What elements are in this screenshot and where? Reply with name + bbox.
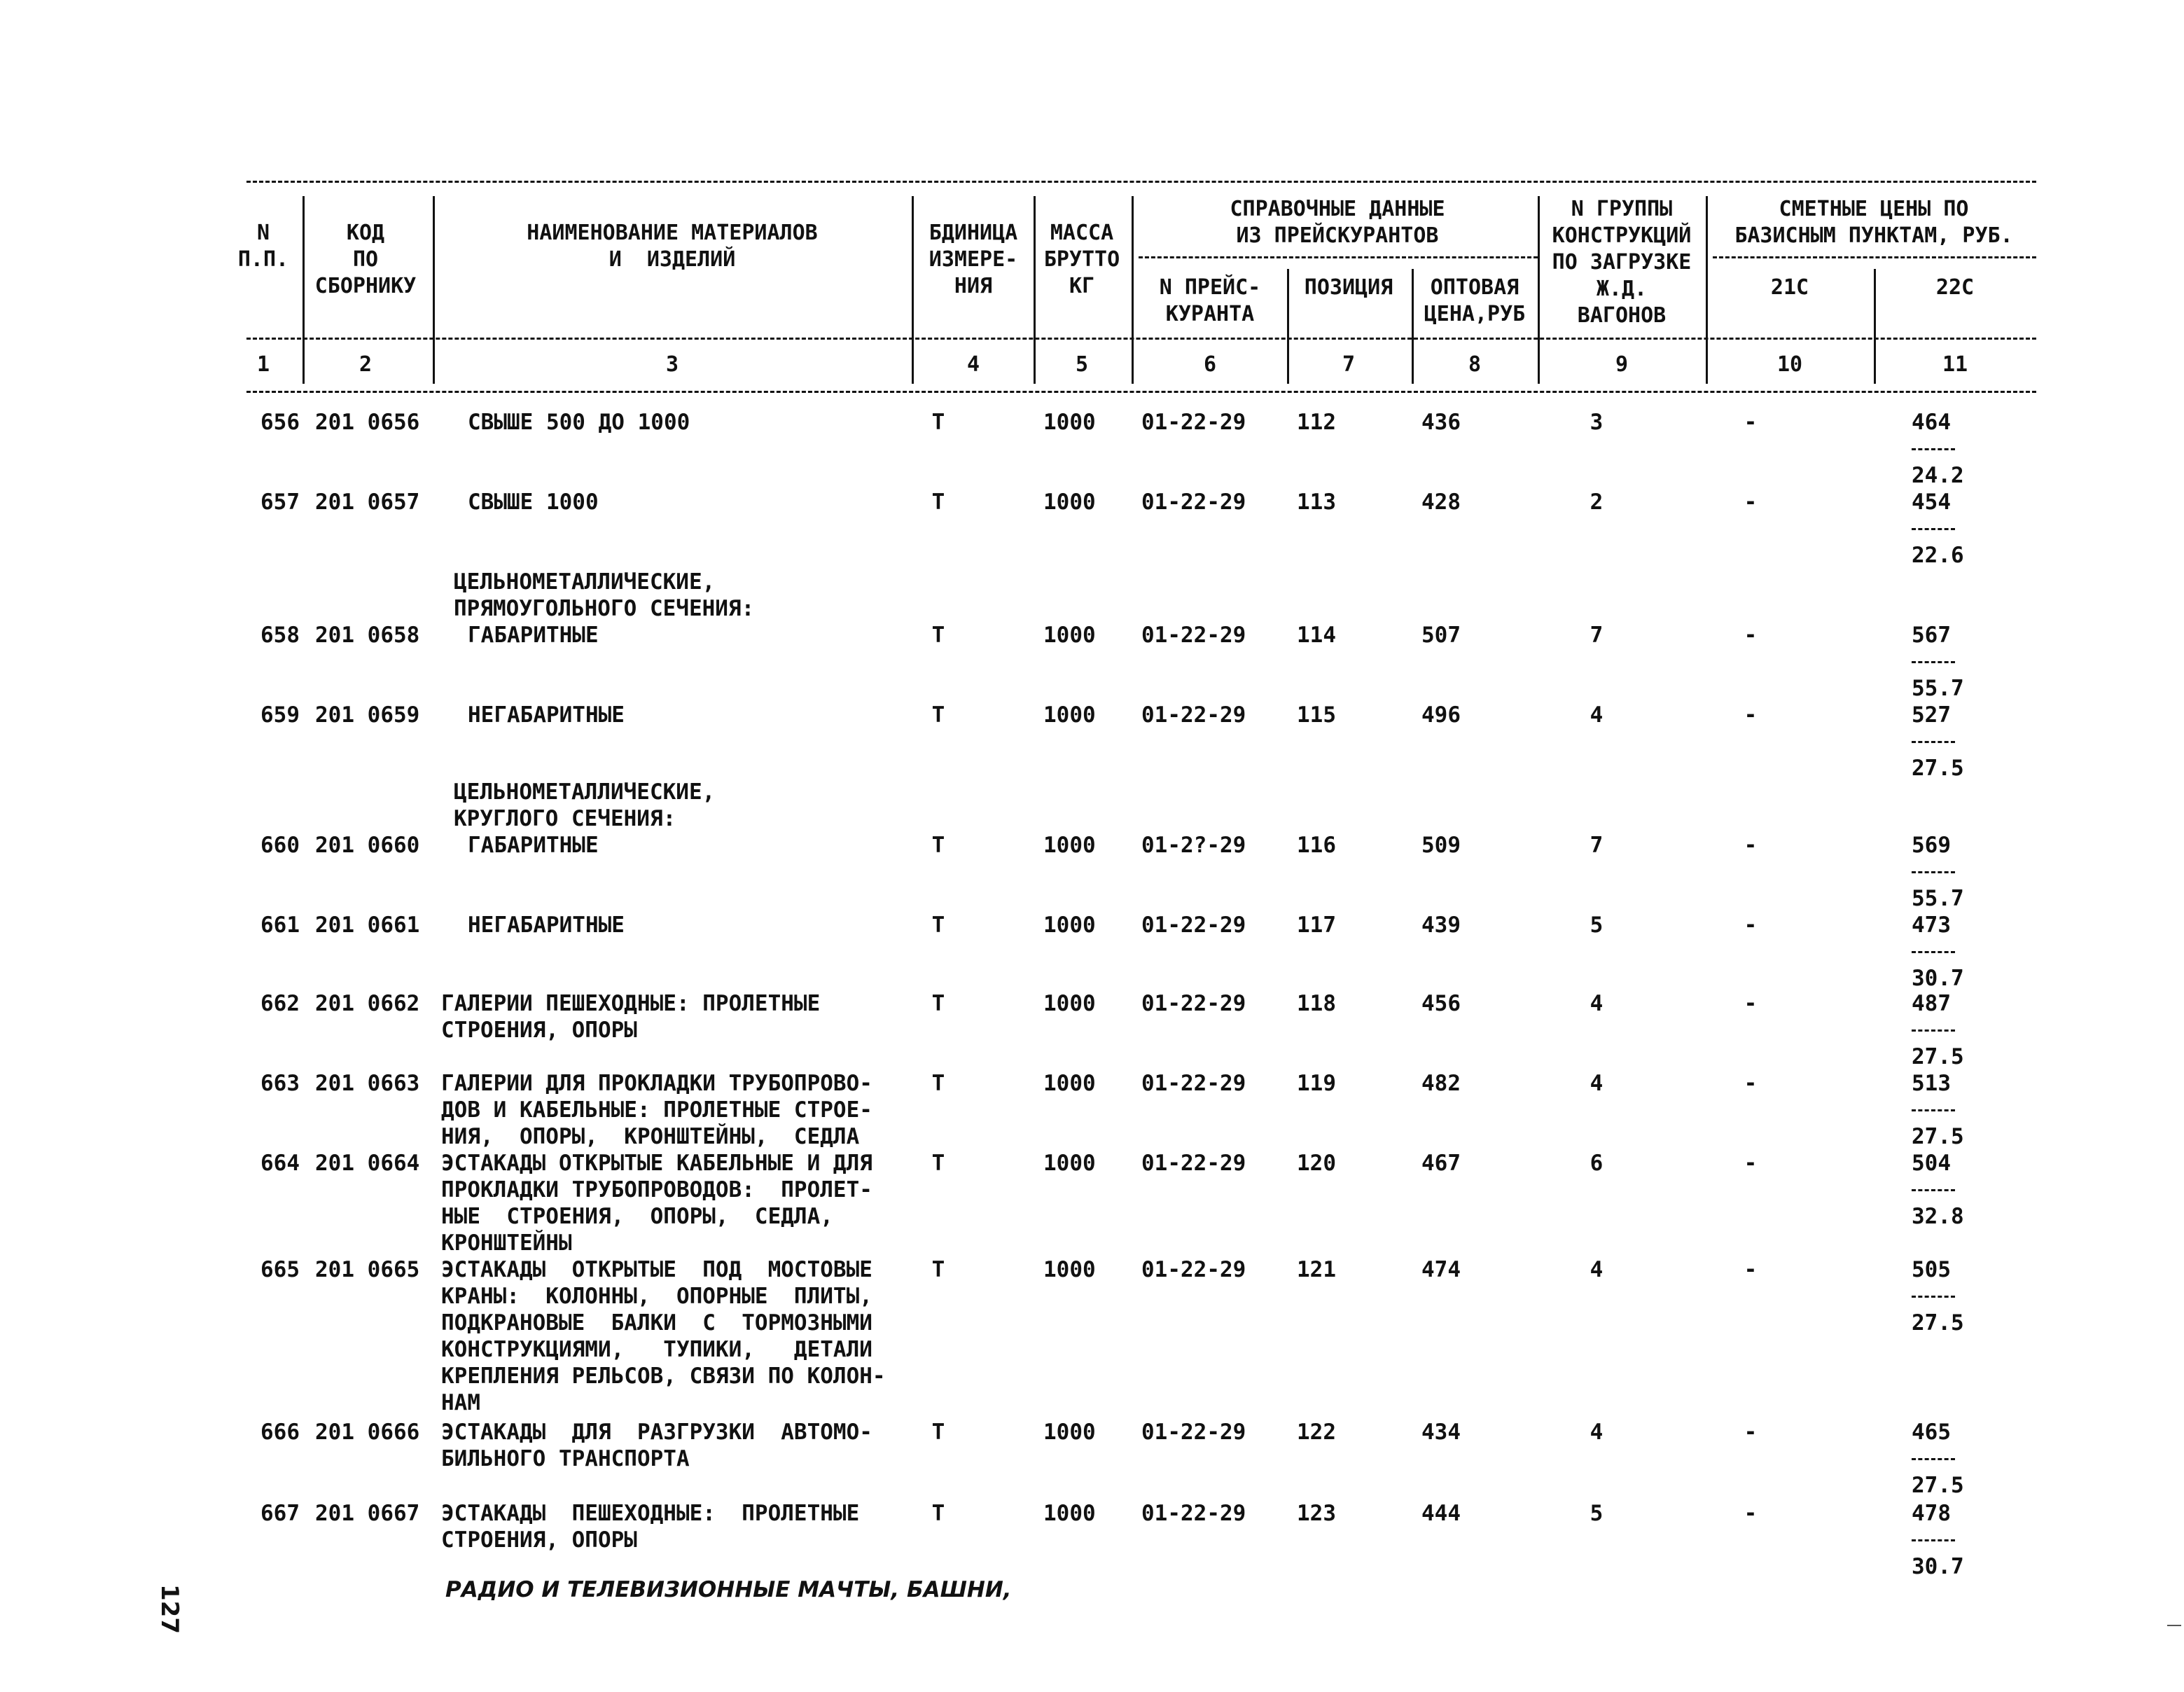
header-c2-line: ПО — [352, 247, 379, 272]
row-price: 496 — [1421, 702, 1461, 728]
row-name: НЫЕ СТРОЕНИЯ, ОПОРЫ, СЕДЛА, — [441, 1204, 833, 1229]
row-mass: 1000 — [1043, 410, 1096, 435]
row-mass: 1000 — [1043, 991, 1096, 1016]
row-mass: 1000 — [1043, 1257, 1096, 1282]
header-c1011-line: СМЕТНЫЕ ЦЕНЫ ПО — [1779, 197, 1969, 221]
fraction-line — [1912, 1296, 1955, 1298]
row-name: ПОДКРАНОВЫЕ БАЛКИ С ТОРМОЗНЫМИ — [441, 1310, 872, 1336]
row-price-22c: 569 — [1912, 833, 1951, 858]
row-price-22c: 487 — [1912, 991, 1951, 1016]
row-mass: 1000 — [1043, 623, 1096, 648]
header-c2-line: КОД — [346, 221, 385, 245]
row-group: 7 — [1590, 833, 1604, 858]
row-price-22c-secondary: 22.6 — [1912, 543, 1964, 568]
header-c5-line: БРУТТО — [1043, 247, 1120, 272]
row-name: НЕГАБАРИТНЫЕ — [468, 913, 625, 938]
row-price-22c: 473 — [1912, 913, 1951, 938]
header-c4-line: НИЯ — [954, 274, 993, 298]
row-price: 467 — [1421, 1151, 1461, 1176]
column-number: 6 — [1203, 352, 1217, 377]
row-unit: Т — [931, 1071, 945, 1096]
row-mass: 1000 — [1043, 833, 1096, 858]
row-price-22c: 465 — [1912, 1420, 1951, 1445]
fraction-line — [1912, 1189, 1955, 1191]
fraction-line — [1912, 1539, 1955, 1541]
row-name: ЭСТАКАДЫ ОТКРЫТЫЕ КАБЕЛЬНЫЕ И ДЛЯ — [441, 1151, 872, 1176]
header-c9-line: ПО ЗАГРУЗКЕ — [1552, 250, 1692, 275]
row-name: СВЫШЕ 500 ДО 1000 — [468, 410, 690, 435]
header-c1011-line: БАЗИСНЫМ ПУНКТАМ, РУБ. — [1734, 223, 2013, 248]
row-pricelist: 01-2?-29 — [1141, 833, 1246, 858]
header-c9-line: Ж.Д. — [1596, 277, 1648, 301]
row-number: 657 — [260, 490, 300, 515]
row-price: 509 — [1421, 833, 1461, 858]
header-c4-line: ИЗМЕРЕ- — [928, 247, 1018, 272]
row-position: 114 — [1297, 623, 1336, 648]
row-name: СТРОЕНИЯ, ОПОРЫ — [441, 1527, 637, 1553]
row-number: 662 — [260, 991, 300, 1016]
header-c9-line: N ГРУППЫ — [1571, 197, 1673, 221]
row-price-22c-secondary: 30.7 — [1912, 1554, 1964, 1579]
row-position: 120 — [1297, 1151, 1336, 1176]
row-pricelist: 01-22-29 — [1141, 623, 1246, 648]
row-name: ДОВ И КАБЕЛЬНЫЕ: ПРОЛЕТНЫЕ СТРОЕ- — [441, 1097, 872, 1123]
row-position: 116 — [1297, 833, 1336, 858]
row-price: 507 — [1421, 623, 1461, 648]
row-mass: 1000 — [1043, 702, 1096, 728]
header-bottom-rule — [246, 338, 2036, 340]
row-group: 4 — [1590, 1071, 1604, 1096]
row-position: 118 — [1297, 991, 1336, 1016]
row-name: БИЛЬНОГО ТРАНСПОРТА — [441, 1446, 690, 1471]
row-number: 659 — [260, 702, 300, 728]
row-name: СТРОЕНИЯ, ОПОРЫ — [441, 1018, 637, 1043]
row-position: 112 — [1297, 410, 1336, 435]
row-price-21c: - — [1744, 833, 1758, 858]
row-number: 663 — [260, 1071, 300, 1096]
row-unit: Т — [931, 623, 945, 648]
row-price-21c: - — [1744, 991, 1758, 1016]
fraction-line — [1912, 528, 1955, 530]
row-position: 115 — [1297, 702, 1336, 728]
row-unit: Т — [931, 702, 945, 728]
row-position: 121 — [1297, 1257, 1336, 1282]
row-price-22c: 527 — [1912, 702, 1951, 728]
fraction-line — [1912, 1109, 1955, 1111]
row-name: НИЯ, ОПОРЫ, КРОНШТЕЙНЫ, СЕДЛА — [441, 1124, 860, 1149]
header-c7-line: ПОЗИЦИЯ — [1304, 275, 1393, 300]
row-group: 6 — [1590, 1151, 1604, 1176]
row-group: 5 — [1590, 1501, 1604, 1526]
row-position: 117 — [1297, 913, 1336, 938]
row-price-21c: - — [1744, 702, 1758, 728]
column-number: 1 — [256, 352, 270, 377]
sub-header-rule — [1139, 256, 1538, 258]
row-price: 456 — [1421, 991, 1461, 1016]
row-price-22c: 505 — [1912, 1257, 1951, 1282]
row-position: 123 — [1297, 1501, 1336, 1526]
fraction-line — [1912, 448, 1955, 450]
row-price: 428 — [1421, 490, 1461, 515]
row-price-22c-secondary: 27.5 — [1912, 1044, 1964, 1069]
row-group: 5 — [1590, 913, 1604, 938]
row-position: 119 — [1297, 1071, 1336, 1096]
row-position: 122 — [1297, 1420, 1336, 1445]
row-code: 201 0665 — [315, 1257, 420, 1282]
header-c5-line: КГ — [1069, 274, 1095, 298]
row-mass: 1000 — [1043, 913, 1096, 938]
header-c8-line: ОПТОВАЯ — [1430, 275, 1519, 300]
row-group-heading: КРУГЛОГО СЕЧЕНИЯ: — [454, 806, 676, 831]
row-price: 444 — [1421, 1501, 1461, 1526]
row-name: КРЕПЛЕНИЯ РЕЛЬСОВ, СВЯЗИ ПО КОЛОН- — [441, 1364, 886, 1389]
edge-mark — [2167, 1625, 2181, 1626]
row-pricelist: 01-22-29 — [1141, 1071, 1246, 1096]
row-pricelist: 01-22-29 — [1141, 1151, 1246, 1176]
row-price: 436 — [1421, 410, 1461, 435]
row-code: 201 0662 — [315, 991, 420, 1016]
sub-header-rule — [1713, 256, 2036, 258]
row-pricelist: 01-22-29 — [1141, 913, 1246, 938]
header-c3-line: И ИЗДЕЛИЙ — [608, 247, 736, 272]
row-number: 667 — [260, 1501, 300, 1526]
row-price-22c: 504 — [1912, 1151, 1951, 1176]
numbers-bottom-rule — [246, 391, 2036, 393]
row-code: 201 0664 — [315, 1151, 420, 1176]
row-price: 439 — [1421, 913, 1461, 938]
header-c5-line: МАССА — [1050, 221, 1114, 245]
row-price-22c: 478 — [1912, 1501, 1951, 1526]
row-name: СВЫШЕ 1000 — [468, 490, 599, 515]
row-name: КРОНШТЕЙНЫ — [441, 1230, 572, 1256]
row-pricelist: 01-22-29 — [1141, 490, 1246, 515]
column-number: 9 — [1615, 352, 1629, 377]
row-name: ГАБАРИТНЫЕ — [468, 623, 599, 648]
header-c3-line: НАИМЕНОВАНИЕ МАТЕРИАЛОВ — [527, 221, 818, 245]
header-c9-line: КОНСТРУКЦИЙ — [1552, 223, 1692, 248]
row-name: ГАБАРИТНЫЕ — [468, 833, 599, 858]
row-mass: 1000 — [1043, 1071, 1096, 1096]
row-price-21c: - — [1744, 913, 1758, 938]
column-number: 3 — [665, 352, 679, 377]
row-name: НЕГАБАРИТНЫЕ — [468, 702, 625, 728]
header-c678-line: ИЗ ПРЕЙСКУРАНТОВ — [1236, 223, 1439, 248]
row-unit: Т — [931, 490, 945, 515]
row-name: ГАЛЕРИИ ДЛЯ ПРОКЛАДКИ ТРУБОПРОВО- — [441, 1071, 872, 1096]
row-group-heading: ПРЯМОУГОЛЬНОГО СЕЧЕНИЯ: — [454, 596, 755, 621]
column-number: 2 — [359, 352, 373, 377]
row-price-22c-secondary: 27.5 — [1912, 756, 1964, 781]
column-number: 10 — [1776, 352, 1803, 377]
header-c678-line: СПРАВОЧНЫЕ ДАННЫЕ — [1230, 197, 1445, 221]
row-price-22c: 567 — [1912, 623, 1951, 648]
header-c1-line: П.П. — [237, 247, 289, 272]
section-title: РАДИО И ТЕЛЕВИЗИОННЫЕ МАЧТЫ, БАШНИ, — [445, 1577, 1012, 1602]
row-group: 2 — [1590, 490, 1604, 515]
row-name: КОНСТРУКЦИЯМИ, ТУПИКИ, ДЕТАЛИ — [441, 1337, 872, 1362]
row-mass: 1000 — [1043, 1151, 1096, 1176]
fraction-line — [1912, 661, 1955, 663]
row-name: ЭСТАКАДЫ ОТКРЫТЫЕ ПОД МОСТОВЫЕ — [441, 1257, 872, 1282]
row-number: 666 — [260, 1420, 300, 1445]
header-c6-line: КУРАНТА — [1165, 302, 1255, 326]
row-mass: 1000 — [1043, 490, 1096, 515]
row-mass: 1000 — [1043, 1501, 1096, 1526]
header-c8-line: ЦЕНА,РУБ — [1424, 302, 1526, 326]
row-group: 7 — [1590, 623, 1604, 648]
row-number: 658 — [260, 623, 300, 648]
row-price: 434 — [1421, 1420, 1461, 1445]
row-code: 201 0667 — [315, 1501, 420, 1526]
header-c6-line: N ПРЕЙС- — [1159, 275, 1261, 300]
row-price-22c: 454 — [1912, 490, 1951, 515]
row-code: 201 0657 — [315, 490, 420, 515]
row-price-22c-secondary: 27.5 — [1912, 1124, 1964, 1149]
row-price-22c-secondary: 55.7 — [1912, 886, 1964, 911]
row-price-21c: - — [1744, 490, 1758, 515]
column-number: 11 — [1942, 352, 1968, 377]
row-price-22c-secondary: 55.7 — [1912, 676, 1964, 701]
row-unit: Т — [931, 1151, 945, 1176]
row-number: 665 — [260, 1257, 300, 1282]
row-group: 4 — [1590, 1257, 1604, 1282]
row-name: КРАНЫ: КОЛОННЫ, ОПОРНЫЕ ПЛИТЫ, — [441, 1284, 872, 1309]
header-c4-line: БДИНИЦА — [928, 221, 1018, 245]
row-code: 201 0661 — [315, 913, 420, 938]
row-group: 3 — [1590, 410, 1604, 435]
header-c10-line: 21С — [1770, 275, 1809, 300]
row-pricelist: 01-22-29 — [1141, 702, 1246, 728]
row-number: 656 — [260, 410, 300, 435]
row-name: ПРОКЛАДКИ ТРУБОПРОВОДОВ: ПРОЛЕТ- — [441, 1177, 872, 1202]
row-price-22c-secondary: 27.5 — [1912, 1310, 1964, 1336]
row-name: ГАЛЕРИИ ПЕШЕХОДНЫЕ: ПРОЛЕТНЫЕ — [441, 991, 821, 1016]
row-unit: Т — [931, 1257, 945, 1282]
row-unit: Т — [931, 991, 945, 1016]
row-price-22c-secondary: 24.2 — [1912, 463, 1964, 488]
row-name: ЭСТАКАДЫ ДЛЯ РАЗГРУЗКИ АВТОМО- — [441, 1420, 872, 1445]
header-c11-line: 22С — [1935, 275, 1975, 300]
header-c2-line: СБОРНИКУ — [314, 274, 417, 298]
row-unit: Т — [931, 1501, 945, 1526]
row-price-22c-secondary: 27.5 — [1912, 1473, 1964, 1498]
row-group-heading: ЦЕЛЬНОМЕТАЛЛИЧЕСКИЕ, — [454, 569, 716, 595]
fraction-line — [1912, 871, 1955, 873]
row-price-21c: - — [1744, 623, 1758, 648]
row-number: 664 — [260, 1151, 300, 1176]
row-price-21c: - — [1744, 1071, 1758, 1096]
page-number: 127 — [155, 1584, 183, 1634]
row-code: 201 0659 — [315, 702, 420, 728]
column-number: 5 — [1075, 352, 1089, 377]
column-number: 4 — [966, 352, 980, 377]
row-code: 201 0663 — [315, 1071, 420, 1096]
header-c9-line: ВАГОНОВ — [1577, 303, 1667, 328]
row-price-21c: - — [1744, 1151, 1758, 1176]
row-pricelist: 01-22-29 — [1141, 1501, 1246, 1526]
row-name: НАМ — [441, 1390, 480, 1415]
column-number: 7 — [1342, 352, 1356, 377]
row-position: 113 — [1297, 490, 1336, 515]
row-code: 201 0660 — [315, 833, 420, 858]
row-price-21c: - — [1744, 1501, 1758, 1526]
row-code: 201 0656 — [315, 410, 420, 435]
fraction-line — [1912, 1029, 1955, 1032]
row-price-21c: - — [1744, 1420, 1758, 1445]
row-pricelist: 01-22-29 — [1141, 1420, 1246, 1445]
row-price: 482 — [1421, 1071, 1461, 1096]
row-price-21c: - — [1744, 410, 1758, 435]
row-pricelist: 01-22-29 — [1141, 1257, 1246, 1282]
row-group: 4 — [1590, 991, 1604, 1016]
row-unit: Т — [931, 833, 945, 858]
fraction-line — [1912, 1458, 1955, 1460]
fraction-line — [1912, 951, 1955, 953]
row-name: ЭСТАКАДЫ ПЕШЕХОДНЫЕ: ПРОЛЕТНЫЕ — [441, 1501, 860, 1526]
row-unit: Т — [931, 913, 945, 938]
row-pricelist: 01-22-29 — [1141, 410, 1246, 435]
column-number: 8 — [1468, 352, 1482, 377]
row-number: 660 — [260, 833, 300, 858]
row-price: 474 — [1421, 1257, 1461, 1282]
row-price-22c-secondary: 32.8 — [1912, 1204, 1964, 1229]
row-group: 4 — [1590, 1420, 1604, 1445]
row-price-22c: 464 — [1912, 410, 1951, 435]
header-top-rule — [246, 181, 2036, 183]
row-pricelist: 01-22-29 — [1141, 991, 1246, 1016]
row-group: 4 — [1590, 702, 1604, 728]
row-code: 201 0658 — [315, 623, 420, 648]
header-c1-line: N — [256, 221, 270, 245]
row-group-heading: ЦЕЛЬНОМЕТАЛЛИЧЕСКИЕ, — [454, 779, 716, 805]
row-number: 661 — [260, 913, 300, 938]
row-price-22c: 513 — [1912, 1071, 1951, 1096]
row-mass: 1000 — [1043, 1420, 1096, 1445]
row-price-22c-secondary: 30.7 — [1912, 966, 1964, 991]
row-price-21c: - — [1744, 1257, 1758, 1282]
row-unit: Т — [931, 1420, 945, 1445]
row-unit: Т — [931, 410, 945, 435]
row-code: 201 0666 — [315, 1420, 420, 1445]
fraction-line — [1912, 741, 1955, 743]
